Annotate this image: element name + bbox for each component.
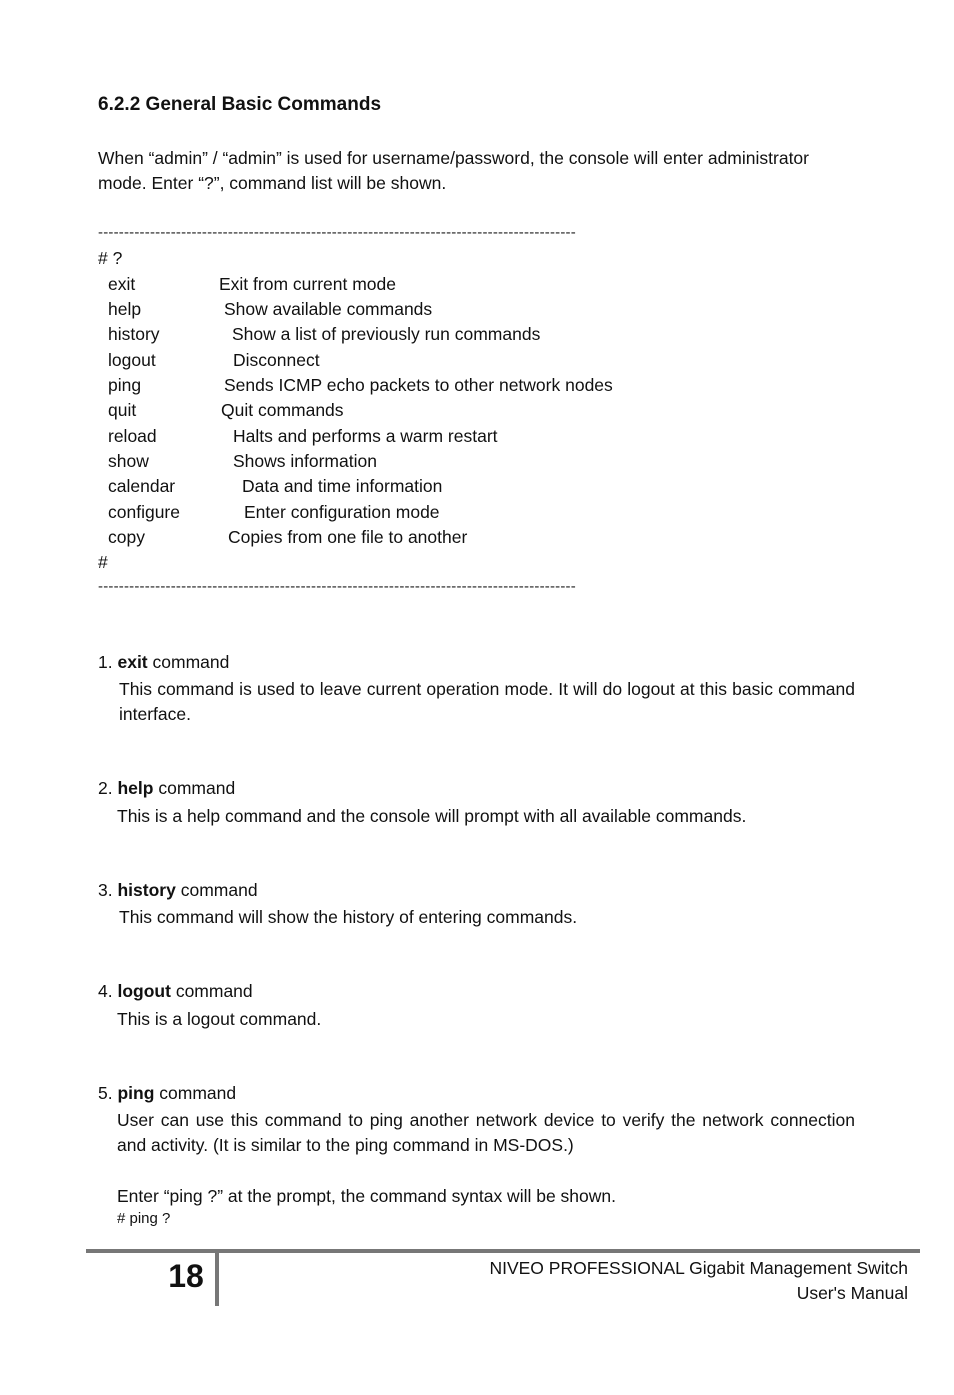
console-top-rule: -------------------------------------------------------------------------------------------- bbox=[98, 224, 576, 241]
console-desc-logout: Disconnect bbox=[233, 350, 320, 370]
console-cmd-calendar: calendar bbox=[108, 476, 176, 496]
console-cmd-ping: ping bbox=[108, 375, 142, 395]
item-history-name: history bbox=[117, 880, 176, 900]
item-logout-title bbox=[98, 981, 253, 1002]
console-bottom-rule: -------------------------------------------------------------------------------------------- bbox=[98, 578, 576, 595]
console-desc-reload: Halts and performs a warm restart bbox=[233, 426, 498, 446]
item-ping-title bbox=[98, 1083, 236, 1104]
item-history-num: 3. bbox=[98, 880, 113, 900]
item-help-suffix: command bbox=[158, 778, 236, 798]
item-logout-num: 4. bbox=[98, 981, 113, 1001]
console-cmd-quit: quit bbox=[108, 400, 137, 420]
page-number: 18 bbox=[168, 1258, 204, 1294]
item-ping-name: ping bbox=[117, 1083, 155, 1103]
item-help-name: help bbox=[117, 778, 154, 798]
item-help-num: 2. bbox=[98, 778, 113, 798]
item-history-body: This command will show the history of entering commands. bbox=[119, 907, 578, 927]
console-cmd-copy: copy bbox=[108, 527, 145, 547]
footer-divider bbox=[86, 1249, 920, 1253]
console-desc-exit: Exit from current mode bbox=[219, 274, 396, 294]
console-desc-history: Show a list of previously run commands bbox=[232, 324, 541, 344]
console-cmd-history: history bbox=[108, 324, 160, 344]
section-heading: 6.2.2 General Basic Commands bbox=[98, 94, 382, 115]
console-desc-quit: Quit commands bbox=[221, 400, 344, 420]
item-history-title bbox=[98, 880, 258, 901]
item-exit-title bbox=[98, 652, 229, 673]
item-ping-num: 5. bbox=[98, 1083, 113, 1103]
item-help-body: This is a help command and the console will prompt with all available commands. bbox=[117, 806, 747, 826]
item-ping-body2: Enter “ping ?” at the prompt, the command syntax will be shown. bbox=[117, 1186, 616, 1206]
console-desc-copy: Copies from one file to another bbox=[228, 527, 468, 547]
footer-line-2: User's Manual bbox=[796, 1283, 908, 1303]
console-cmd-logout: logout bbox=[108, 350, 156, 370]
console-cmd-help: help bbox=[108, 299, 142, 319]
intro-paragraph: When “admin” / “admin” is used for username/password, the console will enter administrator mode. Enter “?”, command list will be shown. bbox=[98, 148, 809, 193]
console-cmd-configure: configure bbox=[108, 502, 180, 522]
console-cmd-exit: exit bbox=[108, 274, 136, 294]
console-desc-configure: Enter configuration mode bbox=[244, 502, 440, 522]
console-desc-calendar: Data and time information bbox=[242, 476, 443, 496]
footer-title bbox=[489, 1256, 908, 1306]
console-desc-help: Show available commands bbox=[224, 299, 433, 319]
console-prompt-query: # ? bbox=[98, 248, 123, 268]
item-logout-name: logout bbox=[117, 981, 171, 1001]
footer-vertical-bar bbox=[215, 1253, 219, 1306]
item-ping-code: # ping ? bbox=[117, 1210, 171, 1227]
item-history-suffix: command bbox=[180, 880, 258, 900]
console-prompt-end: # bbox=[98, 552, 108, 572]
footer-line-1: NIVEO PROFESSIONAL Gigabit Management Switch bbox=[489, 1258, 908, 1278]
item-exit-suffix: command bbox=[152, 652, 230, 672]
item-help-title bbox=[98, 778, 235, 799]
console-desc-ping: Sends ICMP echo packets to other network nodes bbox=[224, 375, 613, 395]
item-exit-num: 1. bbox=[98, 652, 113, 672]
console-desc-show: Shows information bbox=[233, 451, 377, 471]
console-cmd-show: show bbox=[108, 451, 149, 471]
item-exit-body: This command is used to leave current operation mode. It will do logout at this basic command interface. bbox=[119, 679, 855, 724]
console-cmd-reload: reload bbox=[108, 426, 157, 446]
item-exit-name: exit bbox=[117, 652, 148, 672]
item-logout-body: This is a logout command. bbox=[117, 1009, 322, 1029]
item-logout-suffix: command bbox=[175, 981, 253, 1001]
item-ping-body: User can use this command to ping another network device to verify the network connection and activity. (It is similar to the ping command in MS-DOS.) bbox=[117, 1110, 855, 1155]
item-ping-suffix: command bbox=[159, 1083, 237, 1103]
